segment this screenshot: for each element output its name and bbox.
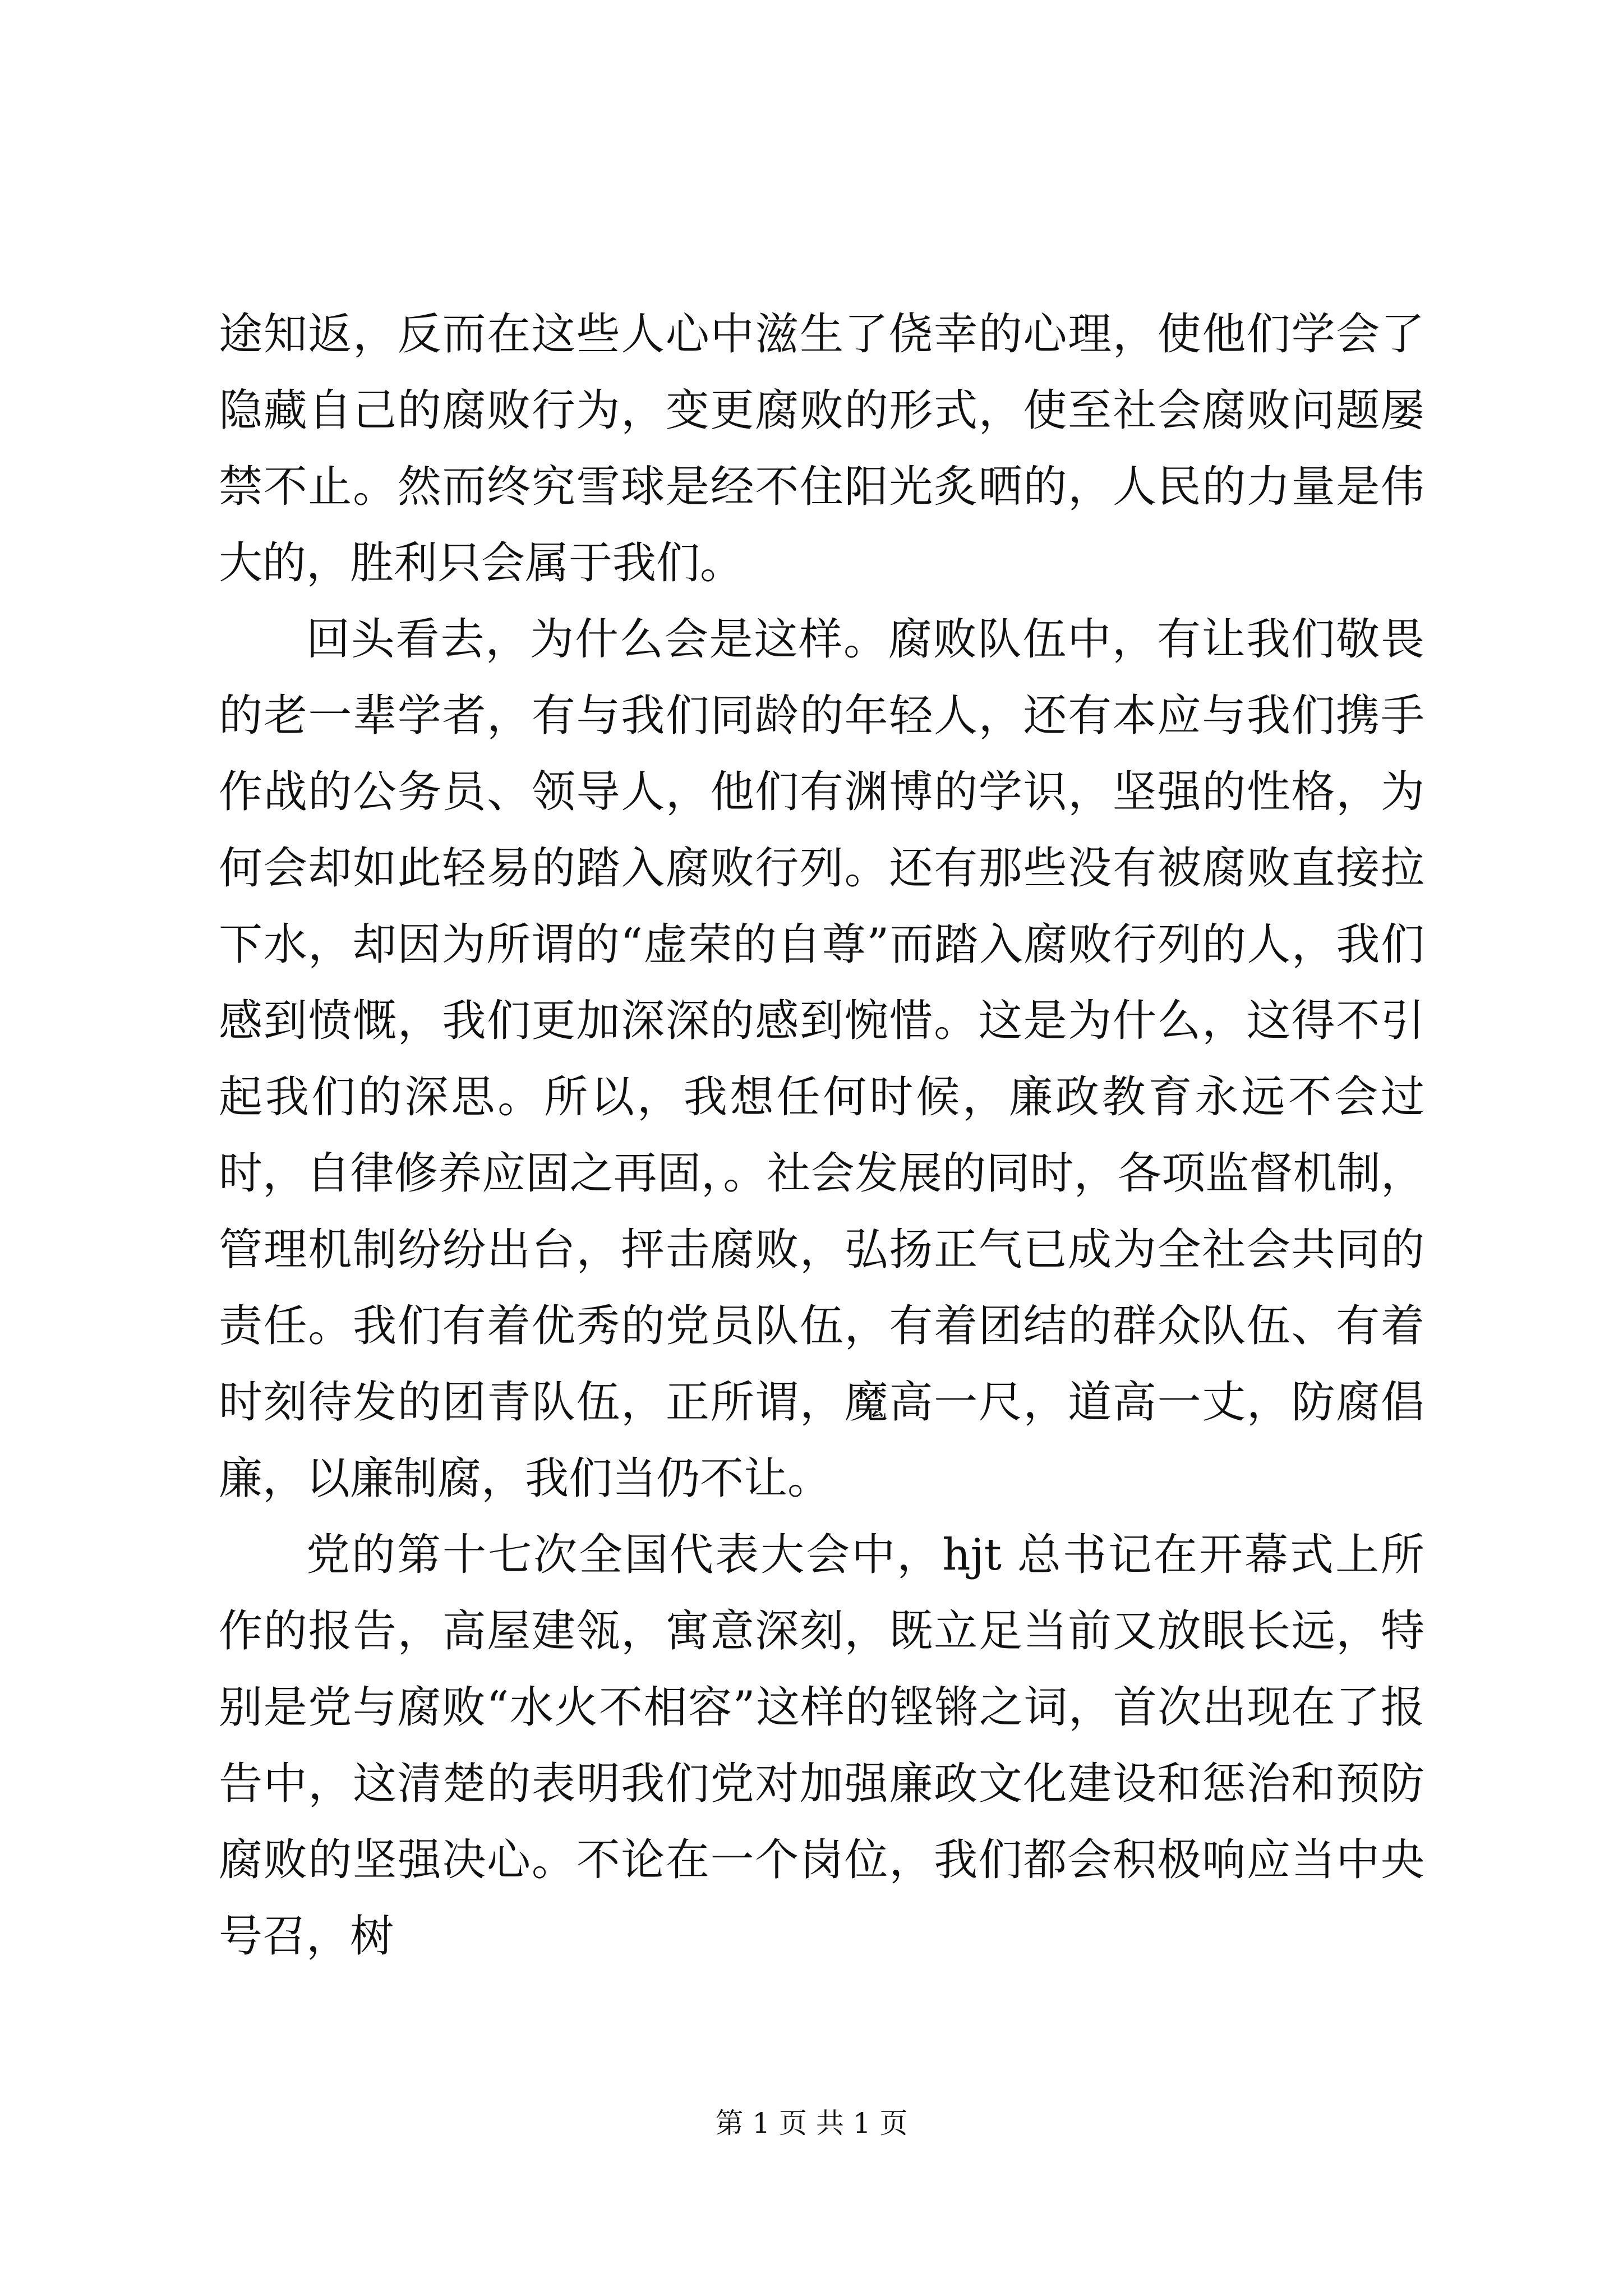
paragraph-1: 途知返，反而在这些人心中滋生了侥幸的心理，使他们学会了隐藏自己的腐败行为，变更腐败的形式，使至社会腐败问题屡禁不止。然而终究雪球是经不住阳光炙晒的，人民的力量是伟大的，胜利只会属于我们。: [219, 309, 1424, 588]
paragraph-3: 党的第十七次全国代表大会中，hjt 总书记在开幕式上所作的报告，高屋建瓴，寓意深刻，既立足当前又放眼长远，特别是党与腐败“水火不相容”这样的铿锵之词，首次出现在了报告中，这清楚的表明我们党对加强廉政文化建设和惩治和预防腐败的坚强决心。不论在一个岗位，我们都会积极响应当中央号召，树: [219, 1530, 1424, 1962]
paragraph-2: 回头看去，为什么会是这样。腐败队伍中，有让我们敬畏的老一辈学者，有与我们同龄的年轻人，还有本应与我们携手作战的公务员、领导人，他们有渊博的学识，坚强的性格，为何会却如此轻易的踏入腐败行列。还有那些没有被腐败直接拉下水，却因为所谓的“虚荣的自尊”而踏入腐败行列的人，我们感到愤慨，我们更加深深的感到惋惜。这是为什么，这得不引起我们的深思。所以，我想任何时候，廉政教育永远不会过时，自律修养应固之再固，。社会发展的同时，各项监督机制，管理机制纷纷出台，抨击腐败，弘扬正气已成为全社会共同的责任。我们有着优秀的党员队伍，有着团结的群众队伍、有着时刻待发的团青队伍，正所谓，魔高一尺，道高一丈，防腐倡廉，以廉制腐，我们当仍不让。: [219, 614, 1424, 1504]
page-footer: 第 1 页 共 1 页: [715, 2107, 908, 2139]
document-body: [219, 296, 1424, 1975]
